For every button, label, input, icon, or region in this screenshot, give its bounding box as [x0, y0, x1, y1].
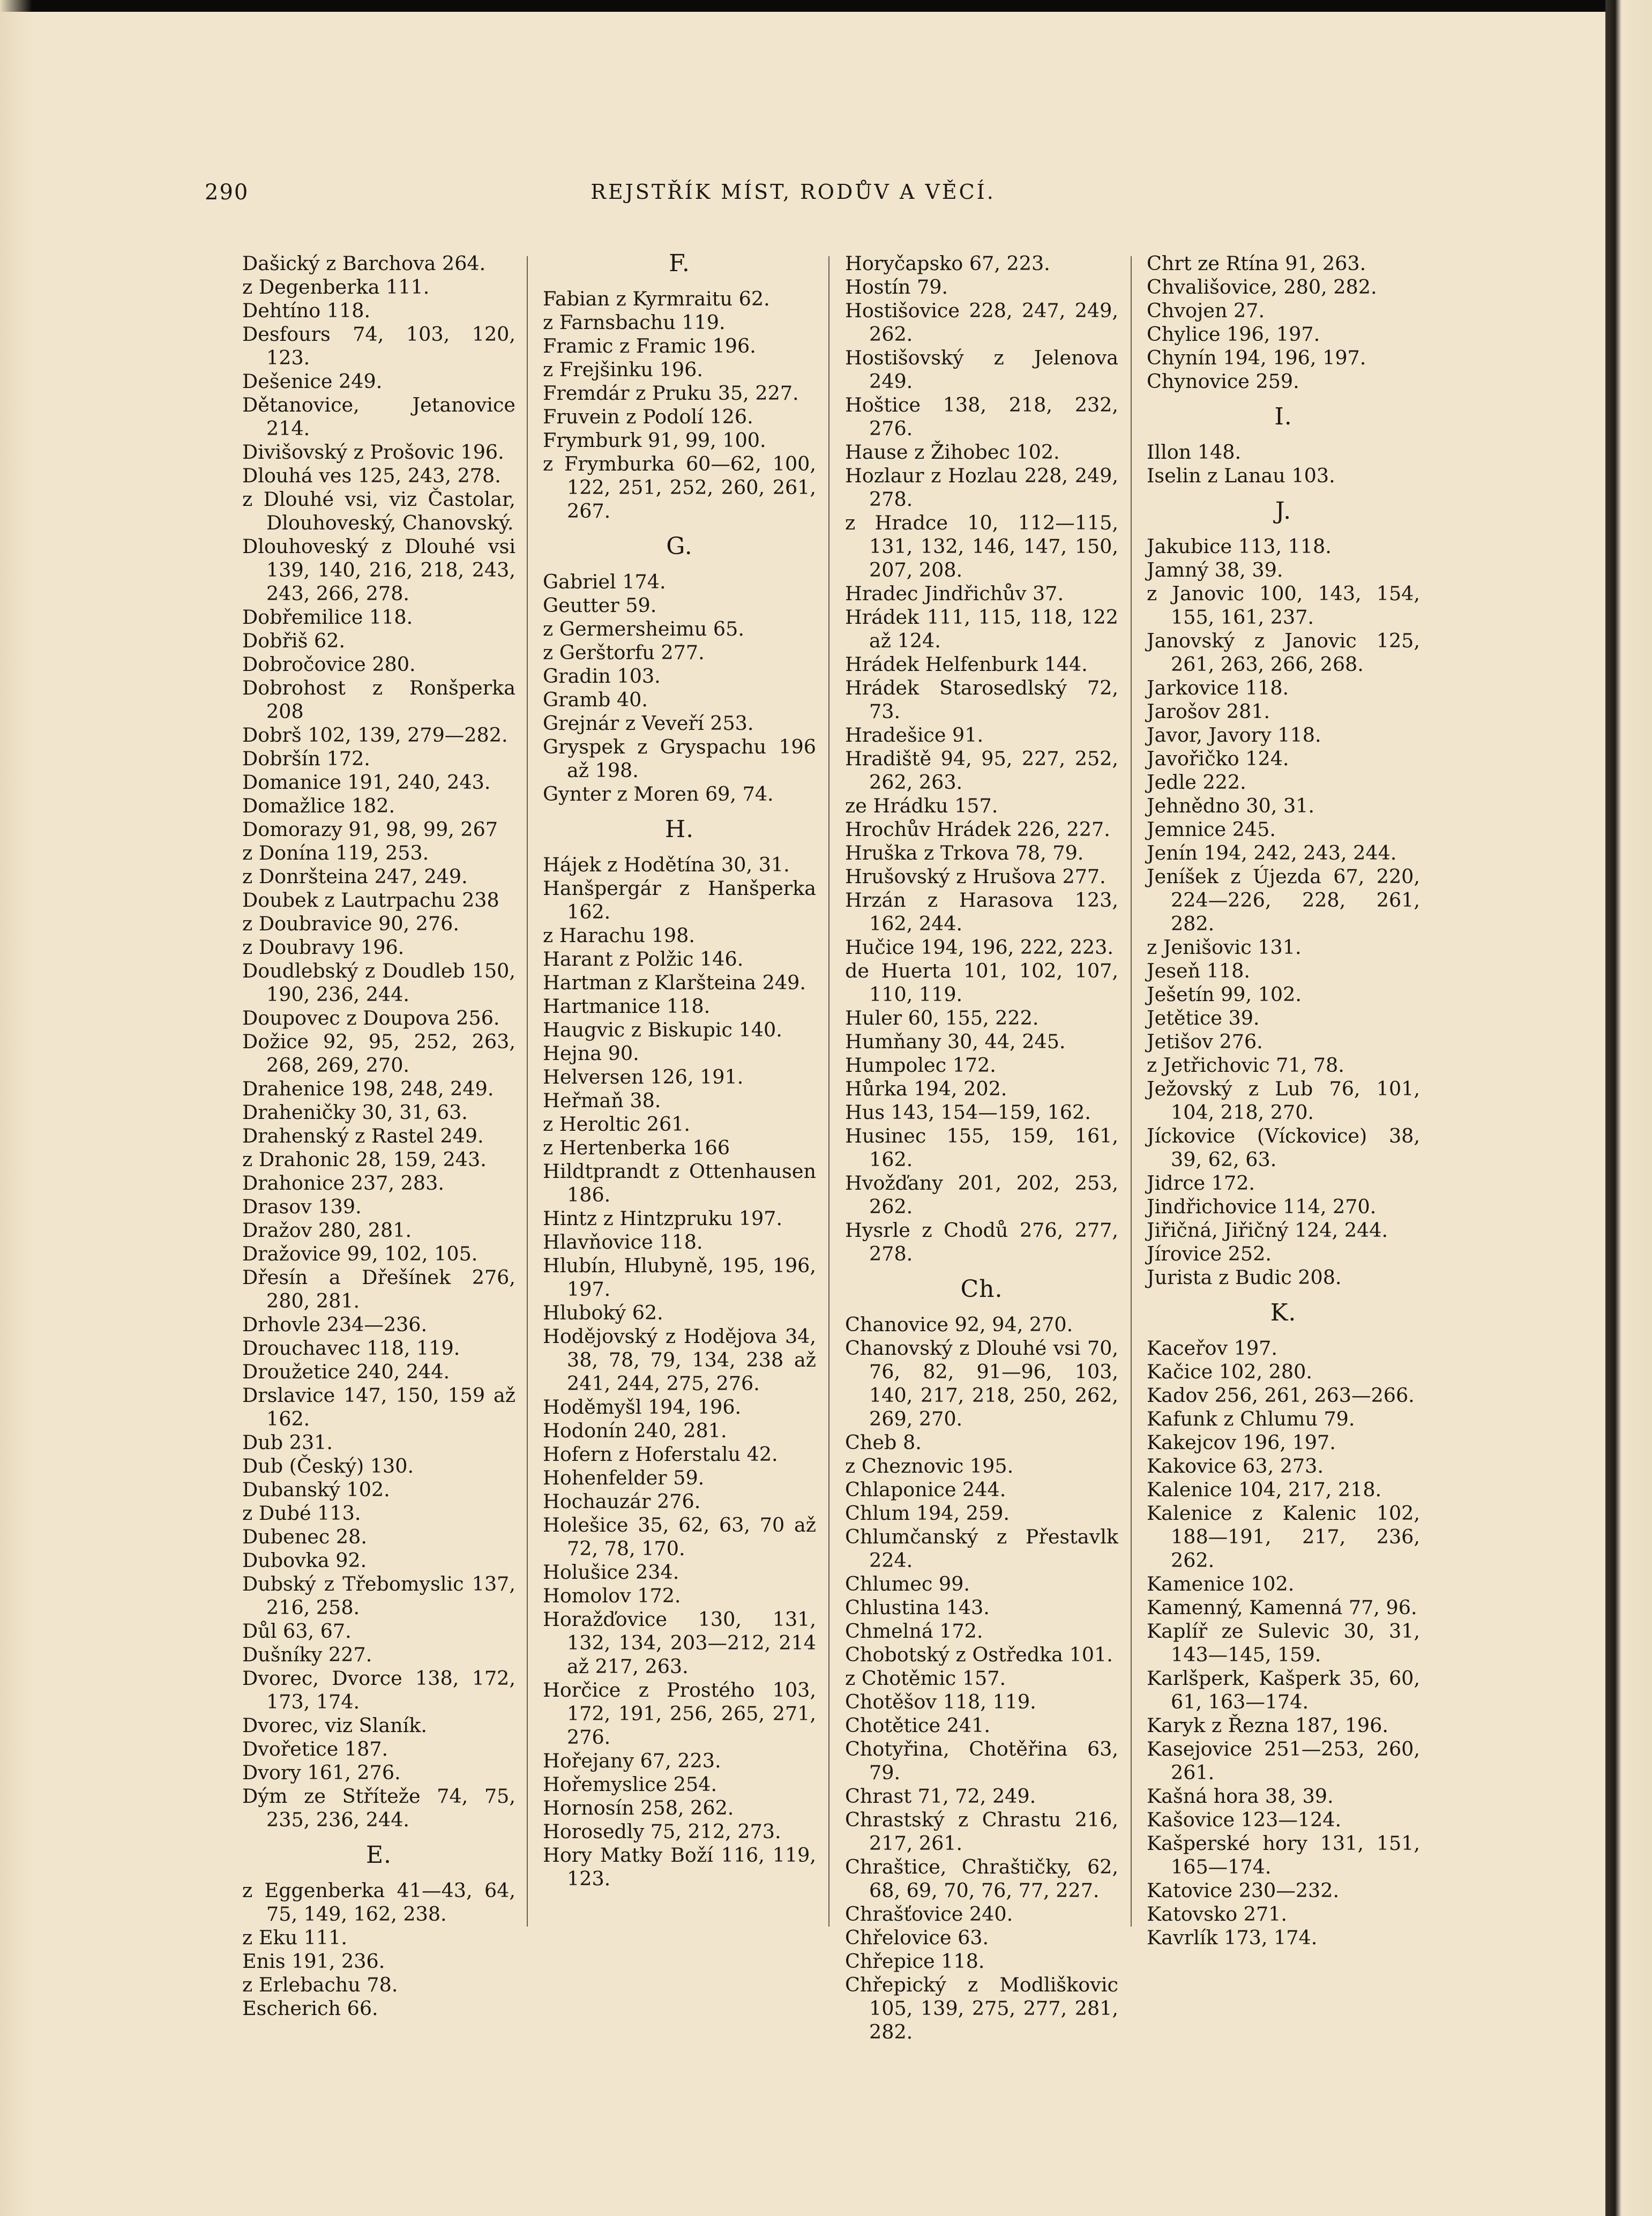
index-entry: Hrzán z Harasova 123, 162, 244. — [845, 889, 1118, 935]
index-entry: z Doubravy 196. — [242, 936, 405, 959]
index-entry: Důl 63, 67. — [242, 1620, 352, 1643]
index-entry: Hradec Jindřichův 37. — [845, 582, 1064, 605]
index-entry: Hrušovský z Hrušova 277. — [845, 865, 1106, 888]
index-entry: Kaplíř ze Sulevic 30, 31, 143—145, 159. — [1147, 1620, 1420, 1666]
index-entry: Dětanovice, Jetanovice 214. — [242, 393, 515, 440]
index-entry: Drslavice 147, 150, 159 až 162. — [242, 1384, 515, 1430]
index-entry: Jiřičná, Jiřičný 124, 244. — [1147, 1219, 1388, 1242]
index-entry: Jakubice 113, 118. — [1147, 535, 1332, 558]
index-entry: Dubovka 92. — [242, 1549, 367, 1572]
index-column-3 — [845, 252, 1118, 2044]
index-entry: Ješetín 99, 102. — [1147, 983, 1302, 1006]
index-entry: Gradin 103. — [543, 665, 661, 688]
index-entry: Dubenec 28. — [242, 1525, 367, 1548]
index-entry: Humpolec 172. — [845, 1054, 996, 1077]
index-entry: Chylice 196, 197. — [1147, 323, 1320, 346]
index-entry: Chlustina 143. — [845, 1596, 990, 1619]
index-entry: Hause z Žihobec 102. — [845, 441, 1060, 464]
index-entry: Kasejovice 251—253, 260, 261. — [1147, 1737, 1420, 1784]
index-entry: Hodějovský z Hodějova 34, 38, 78, 79, 134, 238 až 241, 244, 275, 276. — [543, 1325, 816, 1395]
index-entry: Hildtprandt z Ottenhausen 186. — [543, 1160, 816, 1206]
index-entry: Dubanský 102. — [242, 1478, 390, 1501]
index-entry: z Dlouhé vsi, viz Častolar, Dlouhoveský, Chanovský. — [242, 488, 515, 534]
index-entry: Chraštice, Chraštičky, 62, 68, 69, 70, 76, 77, 227. — [845, 1855, 1118, 1902]
index-entry: Javor, Javory 118. — [1147, 723, 1321, 747]
index-entry: z Germersheimu 65. — [543, 617, 744, 640]
index-entry: Haugvic z Biskupic 140. — [543, 1018, 782, 1041]
index-entry: Jurista z Budic 208. — [1147, 1266, 1342, 1289]
index-entry: Dubský z Třebomyslic 137, 216, 258. — [242, 1572, 515, 1619]
index-entry: Hory Matky Boží 116, 119, 123. — [543, 1844, 816, 1890]
index-entry: Horažďovice 130, 131, 132, 134, 203—212, 214 až 217, 263. — [543, 1608, 816, 1678]
index-entry: z Hertenberka 166 — [543, 1136, 730, 1159]
index-entry: Jetětice 39. — [1147, 1006, 1260, 1029]
index-entry: Hintz z Hintzpruku 197. — [543, 1207, 783, 1230]
index-entry: Hořemyslice 254. — [543, 1773, 717, 1796]
book-gutter-edge — [1605, 0, 1652, 2216]
section-letter-heading: F. — [669, 250, 690, 277]
index-entry: Humňany 30, 44, 245. — [845, 1030, 1066, 1053]
index-entry: Drahenice 198, 248, 249. — [242, 1077, 494, 1100]
index-entry: Hrádek Starosedlský 72, 73. — [845, 676, 1118, 723]
column-divider — [527, 256, 528, 1927]
index-entry: Holešice 35, 62, 63, 70 až 72, 78, 170. — [543, 1513, 816, 1560]
index-entry: Jarošov 281. — [1147, 700, 1270, 723]
index-entry: Hostín 79. — [845, 275, 948, 299]
index-entry: Dvořetice 187. — [242, 1737, 388, 1760]
index-entry: Chlum 194, 259. — [845, 1502, 1010, 1525]
index-entry: Javořičko 124. — [1147, 747, 1289, 770]
index-entry: Kačice 102, 280. — [1147, 1360, 1312, 1383]
index-entry: z Donršteina 247, 249. — [242, 865, 468, 888]
index-entry: Jedle 222. — [1147, 771, 1246, 794]
index-entry: Huler 60, 155, 222. — [845, 1006, 1039, 1029]
index-entry: Gabriel 174. — [543, 570, 666, 593]
index-entry: Drhovle 234—236. — [242, 1313, 428, 1336]
index-entry: Dašický z Barchova 264. — [242, 252, 486, 275]
index-entry: Chrt ze Rtína 91, 263. — [1147, 252, 1366, 275]
index-entry: Dobrohost z Ronšperka 208 — [242, 676, 515, 723]
index-entry: Hrádek 111, 115, 118, 122 až 124. — [845, 606, 1118, 652]
index-entry: Homolov 172. — [543, 1584, 681, 1607]
index-entry: Chmelná 172. — [845, 1620, 983, 1643]
index-entry: Hochauzár 276. — [543, 1490, 701, 1513]
index-entry: Hučice 194, 196, 222, 223. — [845, 936, 1113, 959]
scan-top-border — [0, 0, 1652, 12]
index-entry: Hájek z Hodětína 30, 31. — [543, 853, 790, 876]
index-entry: Hanšpergár z Hanšperka 162. — [543, 877, 816, 923]
index-entry: Jemnice 245. — [1147, 818, 1276, 841]
index-entry: Hradešice 91. — [845, 723, 984, 747]
index-entry: Chotěšov 118, 119. — [845, 1690, 1036, 1713]
index-entry: Chotětice 241. — [845, 1714, 990, 1737]
index-entry: Jarkovice 118. — [1147, 676, 1289, 699]
index-entry: Enis 191, 236. — [242, 1950, 385, 1973]
index-entry: Horosedly 75, 212, 273. — [543, 1820, 781, 1843]
section-letter-heading: G. — [666, 533, 693, 560]
index-entry: Dvorec, Dvorce 138, 172, 173, 174. — [242, 1667, 515, 1713]
section-letter-heading: J. — [1275, 497, 1292, 525]
index-entry: Hus 143, 154—159, 162. — [845, 1101, 1091, 1124]
index-entry: Hořejany 67, 223. — [543, 1749, 721, 1772]
index-entry: Jetišov 276. — [1147, 1030, 1263, 1053]
index-entry: Hartman z Klaršteina 249. — [543, 971, 806, 994]
index-entry: z Jenišovic 131. — [1147, 936, 1302, 959]
index-entry: Chlumčanský z Přestavlk 224. — [845, 1525, 1118, 1572]
index-entry: Dražovice 99, 102, 105. — [242, 1242, 478, 1265]
index-entry: Jindřichovice 114, 270. — [1147, 1195, 1377, 1218]
index-entry: Dražov 280, 281. — [242, 1219, 412, 1242]
index-entry: z Jetřichovic 71, 78. — [1147, 1054, 1344, 1077]
index-entry: Kašná hora 38, 39. — [1147, 1785, 1334, 1808]
index-entry: Karyk z Řezna 187, 196. — [1147, 1714, 1388, 1737]
index-entry: Droužetice 240, 244. — [242, 1360, 450, 1383]
index-entry: Jíckovice (Víckovice) 38, 39, 62, 63. — [1147, 1124, 1420, 1171]
index-entry: Ježovský z Lub 76, 101, 104, 218, 270. — [1147, 1077, 1420, 1124]
index-entry: Jenín 194, 242, 243, 244. — [1147, 841, 1397, 864]
section-letter-heading: H. — [664, 816, 694, 843]
index-entry: Kamenný, Kamenná 77, 96. — [1147, 1596, 1417, 1619]
index-entry: Horčice z Prostého 103, 172, 191, 256, 265, 271, 276. — [543, 1678, 816, 1749]
index-entry: Doudlebský z Doudleb 150, 190, 236, 244. — [242, 959, 515, 1006]
index-entry: z Donína 119, 253. — [242, 841, 429, 864]
page-number: 290 — [205, 180, 249, 205]
index-entry: Heřmaň 38. — [543, 1089, 661, 1112]
index-entry: Chvojen 27. — [1147, 299, 1265, 322]
index-entry: Chotyřina, Chotěřina 63, 79. — [845, 1737, 1118, 1784]
index-entry: z Doubravice 90, 276. — [242, 912, 460, 935]
index-entry: Katovice 230—232. — [1147, 1879, 1340, 1902]
running-title: REJSTŘÍK MÍST, RODŮV A VĚCÍ. — [590, 180, 996, 204]
index-entry: Hejna 90. — [543, 1042, 639, 1065]
index-entry: z Drahonic 28, 159, 243. — [242, 1148, 487, 1171]
index-entry: z Erlebachu 78. — [242, 1973, 398, 1996]
index-entry: Dvory 161, 276. — [242, 1761, 401, 1784]
index-entry: Karlšperk, Kašperk 35, 60, 61, 163—174. — [1147, 1667, 1420, 1713]
index-entry: Hodonín 240, 281. — [543, 1419, 727, 1442]
index-entry: Helversen 126, 191. — [543, 1065, 744, 1088]
index-entry: Hoděmyšl 194, 196. — [543, 1396, 742, 1419]
index-entry: Illon 148. — [1147, 441, 1242, 464]
column-divider — [828, 256, 829, 1927]
index-entry: Chrašťovice 240. — [845, 1902, 1013, 1926]
index-entry: Hostišovice 228, 247, 249, 262. — [845, 299, 1118, 346]
index-entry: Hlavňovice 118. — [543, 1230, 703, 1254]
index-entry: Chrastský z Chrastu 216, 217, 261. — [845, 1808, 1118, 1855]
index-entry: Hvožďany 201, 202, 253, 262. — [845, 1172, 1118, 1218]
index-entry: Horyčapsko 67, 223. — [845, 252, 1050, 275]
index-entry: z Degenberka 111. — [242, 275, 430, 299]
section-letter-heading: E. — [365, 1841, 392, 1869]
index-entry: Gryspek z Gryspachu 196 až 198. — [543, 735, 816, 782]
index-entry: z Harachu 198. — [543, 924, 695, 947]
index-entry: ze Hrádku 157. — [845, 794, 998, 817]
index-entry: Frymburk 91, 99, 100. — [543, 429, 766, 452]
index-entry: Kakejcov 196, 197. — [1147, 1431, 1336, 1454]
index-entry: Dvorec, viz Slaník. — [242, 1714, 428, 1737]
index-entry: Dub 231. — [242, 1431, 333, 1454]
section-letter-heading: K. — [1270, 1299, 1297, 1326]
index-entry: Hartmanice 118. — [543, 995, 711, 1018]
index-entry: z Dubé 113. — [242, 1502, 361, 1525]
index-entry: Katovsko 271. — [1147, 1902, 1287, 1926]
index-entry: Dobřiš 62. — [242, 629, 346, 652]
index-entry: Gramb 40. — [543, 688, 648, 711]
index-entry: Holušice 234. — [543, 1561, 679, 1584]
index-entry: z Cheznovic 195. — [845, 1454, 1014, 1478]
index-entry: Framic z Framic 196. — [543, 334, 756, 357]
index-entry: Dožice 92, 95, 252, 263, 268, 269, 270. — [242, 1030, 515, 1077]
index-entry: Doubek z Lautrpachu 238 — [242, 889, 499, 912]
index-entry: z Hradce 10, 112—115, 131, 132, 146, 147, 150, 207, 208. — [845, 511, 1118, 581]
index-column-1 — [242, 252, 515, 2020]
index-entry: Hornosín 258, 262. — [543, 1796, 734, 1819]
index-entry: Doupovec z Doupova 256. — [242, 1006, 500, 1029]
index-entry: Hrochův Hrádek 226, 227. — [845, 818, 1110, 841]
index-entry: Husinec 155, 159, 161, 162. — [845, 1124, 1118, 1171]
index-entry: z Heroltic 261. — [543, 1113, 691, 1136]
index-entry: Hysrle z Chodů 276, 277, 278. — [845, 1219, 1118, 1265]
index-entry: Chlumec 99. — [845, 1572, 970, 1595]
index-entry: Chynín 194, 196, 197. — [1147, 346, 1366, 369]
index-entry: Jírovice 252. — [1147, 1242, 1272, 1265]
index-entry: Jamný 38, 39. — [1147, 558, 1283, 581]
index-entry: Chynovice 259. — [1147, 370, 1299, 393]
index-entry: Hoštice 138, 218, 232, 276. — [845, 393, 1118, 440]
index-entry: Kafunk z Chlumu 79. — [1147, 1407, 1355, 1430]
index-entry: Janovský z Janovic 125, 261, 263, 266, 268. — [1147, 629, 1420, 676]
index-entry: Dým ze Stříteže 74, 75, 235, 236, 244. — [242, 1785, 515, 1831]
index-entry: Divišovský z Prošovic 196. — [242, 441, 504, 464]
index-entry: Dobročovice 280. — [242, 653, 416, 676]
index-entry: z Eggenberka 41—43, 64, 75, 149, 162, 238. — [242, 1879, 515, 1926]
index-entry: Harant z Polžic 146. — [543, 947, 744, 971]
index-entry: Hlubín, Hlubyně, 195, 196, 197. — [543, 1254, 816, 1301]
index-entry: Chrast 71, 72, 249. — [845, 1785, 1036, 1808]
index-entry: Geutter 59. — [543, 594, 657, 617]
index-entry: Dobřemilice 118. — [242, 606, 413, 629]
index-entry: Kakovice 63, 273. — [1147, 1454, 1324, 1478]
index-entry: Kašovice 123—124. — [1147, 1808, 1342, 1831]
index-entry: Hůrka 194, 202. — [845, 1077, 1007, 1100]
index-entry: Jeníšek z Újezda 67, 220, 224—226, 228, 261, 282. — [1147, 865, 1420, 935]
index-entry: Dehtíno 118. — [242, 299, 371, 322]
index-entry: Kadov 256, 261, 263—266. — [1147, 1384, 1415, 1407]
index-entry: Hohenfelder 59. — [543, 1466, 705, 1489]
index-entry: Kavrlík 173, 174. — [1147, 1926, 1318, 1949]
index-entry: z Eku 111. — [242, 1926, 347, 1949]
index-entry: Chlaponice 244. — [845, 1478, 1006, 1501]
index-entry: Domanice 191, 240, 243. — [242, 771, 491, 794]
index-entry: Drahonice 237, 283. — [242, 1172, 444, 1195]
index-entry: Chanovský z Dlouhé vsi 70, 76, 82, 91—96, 103, 140, 217, 218, 250, 262, 269, 270. — [845, 1337, 1118, 1430]
index-entry: Chřepický z Modliškovic 105, 139, 275, 277, 281, 282. — [845, 1973, 1118, 2043]
index-entry: Dušníky 227. — [242, 1643, 372, 1666]
index-entry: de Huerta 101, 102, 107, 110, 119. — [845, 959, 1118, 1006]
index-entry: Dobršín 172. — [242, 747, 370, 770]
index-entry: Chřepice 118. — [845, 1950, 985, 1973]
index-entry: Domažlice 182. — [242, 794, 395, 817]
index-entry: Dlouhá ves 125, 243, 278. — [242, 464, 501, 487]
index-entry: Kaceřov 197. — [1147, 1337, 1277, 1360]
index-entry: Fabian z Kyrmraitu 62. — [543, 287, 770, 310]
index-entry: Escherich 66. — [242, 1997, 378, 2020]
index-entry: z Gerštorfu 277. — [543, 641, 705, 664]
index-entry: Drasov 139. — [242, 1195, 362, 1218]
index-entry: Draheničky 30, 31, 63. — [242, 1101, 468, 1124]
index-entry: Dlouhoveský z Dlouhé vsi 139, 140, 216, 218, 243, 243, 266, 278. — [242, 535, 515, 605]
index-entry: Hozlaur z Hozlau 228, 249, 278. — [845, 464, 1118, 511]
index-entry: Fremdár z Pruku 35, 227. — [543, 382, 799, 405]
index-entry: Kalenice 104, 217, 218. — [1147, 1478, 1382, 1501]
index-entry: Jehnědno 30, 31. — [1147, 794, 1314, 817]
page-header — [0, 180, 1586, 223]
column-divider — [1131, 256, 1132, 1927]
index-entry: Chobotský z Ostředka 101. — [845, 1643, 1113, 1666]
index-entry: Dub (Český) 130. — [242, 1454, 414, 1478]
index-entry: Iselin z Lanau 103. — [1147, 464, 1335, 487]
index-entry: Hruška z Trkova 78, 79. — [845, 841, 1084, 864]
index-entry: Dobrš 102, 139, 279—282. — [242, 723, 508, 747]
index-entry: Hrádek Helfenburk 144. — [845, 653, 1088, 676]
index-entry: z Janovic 100, 143, 154, 155, 161, 237. — [1147, 582, 1420, 629]
index-entry: Drahenský z Rastel 249. — [242, 1124, 484, 1147]
section-letter-heading: I. — [1274, 403, 1292, 430]
index-entry: Cheb 8. — [845, 1431, 922, 1454]
index-column-2 — [543, 252, 816, 1891]
index-entry: z Frymburka 60—62, 100, 122, 251, 252, 260, 261, 267. — [543, 452, 816, 523]
index-column-4 — [1147, 252, 1420, 1950]
index-entry: Domorazy 91, 98, 99, 267 — [242, 818, 498, 841]
index-entry: Dřesín a Dřešínek 276, 280, 281. — [242, 1266, 515, 1312]
index-entry: Hluboký 62. — [543, 1301, 663, 1324]
index-entry: Kašperské hory 131, 151, 165—174. — [1147, 1832, 1420, 1878]
index-entry: Desfours 74, 103, 120, 123. — [242, 323, 515, 369]
index-entry: Fruvein z Podolí 126. — [543, 405, 753, 428]
index-entry: Jeseň 118. — [1147, 959, 1250, 982]
index-entry: Chřelovice 63. — [845, 1926, 989, 1949]
index-entry: Dešenice 249. — [242, 370, 383, 393]
index-entry: z Frejšinku 196. — [543, 358, 703, 381]
index-entry: Kamenice 102. — [1147, 1572, 1295, 1595]
index-entry: Drouchavec 118, 119. — [242, 1337, 460, 1360]
index-entry: Gynter z Moren 69, 74. — [543, 782, 774, 805]
page-left-shadow — [0, 0, 32, 2216]
index-entry: Chanovice 92, 94, 270. — [845, 1313, 1073, 1336]
index-entry: Jidrce 172. — [1147, 1172, 1255, 1195]
index-entry: Grejnár z Veveří 253. — [543, 712, 754, 735]
index-entry: z Chotěmic 157. — [845, 1667, 1006, 1690]
index-entry: z Farnsbachu 119. — [543, 311, 726, 334]
index-entry: Hostišovský z Jelenova 249. — [845, 346, 1118, 393]
index-entry: Hofern z Hoferstalu 42. — [543, 1443, 778, 1466]
index-entry: Kalenice z Kalenic 102, 188—191, 217, 236, 262. — [1147, 1502, 1420, 1572]
index-entry: Hradiště 94, 95, 227, 252, 262, 263. — [845, 747, 1118, 794]
index-entry: Chvališovice, 280, 282. — [1147, 275, 1377, 299]
section-letter-heading: Ch. — [960, 1275, 1003, 1303]
